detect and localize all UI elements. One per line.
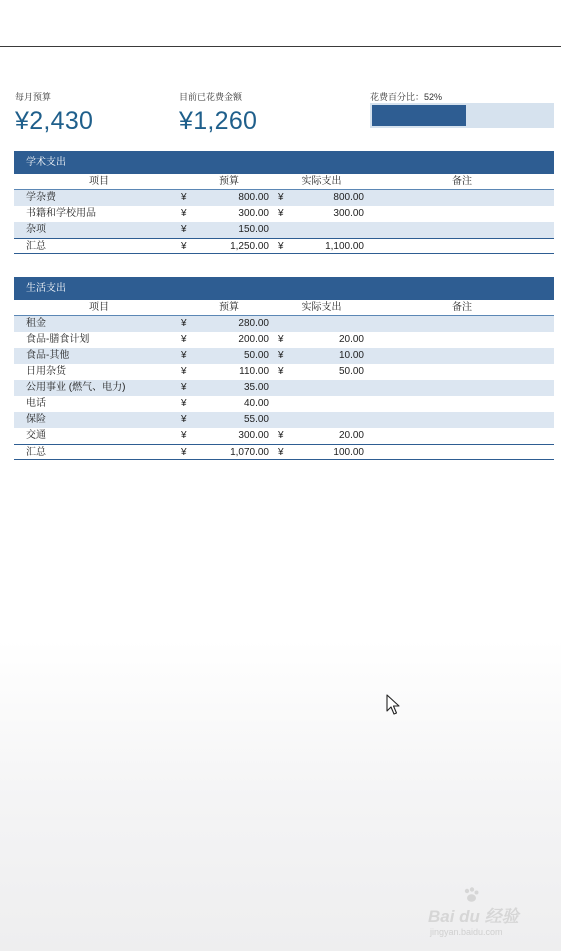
spent-value: ¥1,260: [179, 107, 258, 135]
row-budget-value: 35.00: [243, 382, 269, 393]
monthly-budget-label: 每月预算: [15, 92, 52, 102]
yen-sign: ¥: [181, 366, 187, 377]
table-row: [14, 428, 554, 444]
row-actual-value: 10.00: [338, 350, 364, 361]
row-item-label: 食品-其他: [26, 350, 70, 361]
monthly-budget-block: [15, 90, 93, 136]
row-budget-value: 200.00: [238, 334, 269, 345]
yen-sign: ¥: [278, 192, 284, 203]
row-budget-value: 50.00: [243, 350, 269, 361]
row-item-label: 杂项: [26, 224, 46, 235]
baidu-paw-icon: [462, 886, 480, 904]
yen-sign: ¥: [278, 208, 284, 219]
row-item-label: 租金: [26, 318, 46, 329]
top-divider: [0, 46, 561, 47]
yen-sign: ¥: [181, 334, 187, 345]
percent-bar-track: [370, 103, 554, 128]
table-row: [14, 332, 554, 348]
table-row: [14, 396, 554, 412]
row-actual-value: 20.00: [338, 334, 364, 345]
yen-sign: ¥: [278, 430, 284, 441]
row-actual-value: 300.00: [333, 208, 364, 219]
academic-header-row: [14, 174, 554, 190]
yen-sign: ¥: [181, 208, 187, 219]
row-budget-value: 300.00: [238, 430, 269, 441]
living-header-row: [14, 300, 554, 316]
watermark-brand: Bai du 经验: [428, 907, 519, 926]
row-budget-value: 150.00: [238, 224, 269, 235]
row-item-label: 学杂费: [26, 192, 56, 203]
yen-sign: ¥: [278, 447, 284, 458]
yen-sign: ¥: [278, 350, 284, 361]
total-label: 汇总: [26, 447, 46, 458]
row-budget-value: 110.00: [239, 366, 269, 377]
yen-sign: ¥: [181, 447, 187, 458]
baidu-watermark: [428, 892, 538, 936]
academic-total-row: [14, 238, 554, 254]
col-header-note: 备注: [452, 302, 472, 313]
total-budget: 1,250.00: [230, 241, 269, 252]
percent-block: [370, 90, 554, 130]
table-row: [14, 190, 554, 206]
academic-expenses-section: [14, 151, 554, 254]
row-budget-value: 300.00: [238, 208, 269, 219]
spent-label: 目前已花费金额: [179, 92, 243, 102]
table-row: [14, 412, 554, 428]
row-item-label: 日用杂货: [26, 366, 66, 377]
living-total-row: [14, 444, 554, 460]
col-header-actual: 实际支出: [301, 176, 342, 187]
row-actual-value: 20.00: [338, 430, 364, 441]
row-item-label: 食品-膳食计划: [26, 334, 90, 345]
row-budget-value: 55.00: [243, 414, 269, 425]
yen-sign: ¥: [278, 334, 284, 345]
percent-label: 花费百分比：52%: [370, 92, 443, 102]
living-section-title: 生活支出: [14, 277, 554, 300]
yen-sign: ¥: [181, 382, 187, 393]
mouse-pointer-icon: [386, 694, 402, 716]
watermark-url: jingyan.baidu.com: [430, 927, 503, 937]
row-item-label: 交通: [26, 430, 46, 441]
row-item-label: 书籍和学校用品: [26, 208, 96, 219]
col-header-item: 项目: [89, 302, 109, 313]
yen-sign: ¥: [181, 430, 187, 441]
row-actual-value: 50.00: [338, 366, 364, 377]
col-header-item: 项目: [89, 176, 109, 187]
row-budget-value: 40.00: [243, 398, 269, 409]
table-row: [14, 364, 554, 380]
col-header-note: 备注: [452, 176, 472, 187]
row-budget-value: 800.00: [238, 192, 269, 203]
col-header-actual: 实际支出: [301, 302, 342, 313]
percent-bar-fill: [372, 105, 466, 126]
total-label: 汇总: [26, 241, 46, 252]
total-actual: 1,100.00: [325, 241, 364, 252]
table-row: [14, 316, 554, 332]
yen-sign: ¥: [181, 350, 187, 361]
spent-block: [179, 90, 257, 136]
col-header-budget: 预算: [219, 176, 239, 187]
yen-sign: ¥: [181, 224, 187, 235]
col-header-budget: 预算: [219, 302, 239, 313]
total-actual: 100.00: [333, 447, 364, 458]
yen-sign: ¥: [181, 318, 187, 329]
yen-sign: ¥: [278, 241, 284, 252]
academic-section-title: 学术支出: [14, 151, 554, 174]
yen-sign: ¥: [181, 414, 187, 425]
table-row: [14, 206, 554, 222]
living-expenses-section: [14, 277, 554, 460]
yen-sign: ¥: [278, 366, 284, 377]
yen-sign: ¥: [181, 192, 187, 203]
row-item-label: 公用事业 (燃气、电力): [26, 382, 126, 393]
row-item-label: 电话: [26, 398, 46, 409]
row-budget-value: 280.00: [238, 318, 269, 329]
yen-sign: ¥: [181, 241, 187, 252]
table-row: [14, 348, 554, 364]
row-actual-value: 800.00: [333, 192, 364, 203]
table-row: [14, 380, 554, 396]
row-item-label: 保险: [26, 414, 46, 425]
yen-sign: ¥: [181, 398, 187, 409]
budget-summary: [15, 90, 555, 140]
total-budget: 1,070.00: [230, 447, 269, 458]
monthly-budget-value: ¥2,430: [15, 107, 94, 135]
table-row: [14, 222, 554, 238]
